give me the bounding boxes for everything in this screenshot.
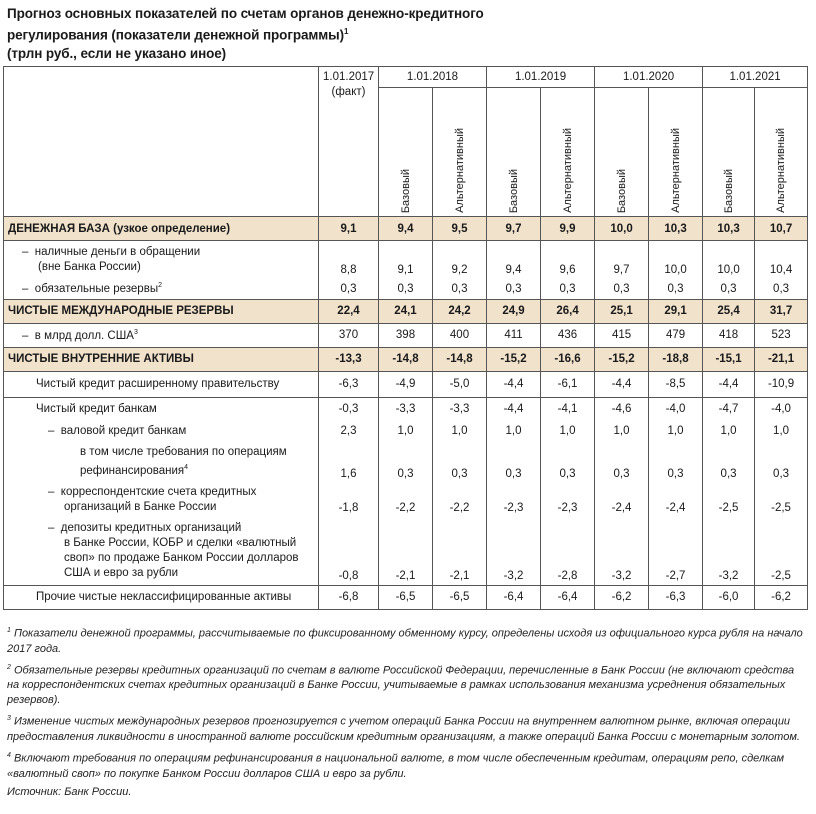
table-row: [4, 371, 808, 397]
value-cell: 1,0: [433, 421, 487, 441]
value-cell: -6,2: [755, 585, 808, 609]
value-cell: 415: [595, 323, 649, 347]
row-label: Чистый кредит банкам: [4, 397, 319, 421]
value-cell: 2,3: [319, 421, 379, 441]
value-cell: -2,5: [755, 517, 808, 585]
value-cell: -2,4: [595, 483, 649, 517]
value-cell: -4,4: [703, 371, 755, 397]
footnote-3: $^3$ Изменение чистых международных резервов прогнозируется с учетом операций Банка России на внутреннем валютном рынке, включая операции предоставления ликвидности в иностранной валюте российским кредитным организациям, а также операций Банка России с монетарным золотом.: [7, 715, 800, 743]
value-cell: 1,0: [487, 421, 541, 441]
value-cell: 8,8: [319, 241, 379, 279]
value-cell: 26,4: [541, 299, 595, 323]
value-cell: 9,6: [541, 241, 595, 279]
value-cell: 0,3: [595, 441, 649, 483]
row-label: Чистый кредит расширенному правительству: [4, 371, 319, 397]
value-cell: 398: [379, 323, 433, 347]
header-date-2020: 1.01.2020: [595, 67, 703, 88]
value-cell: -6,4: [541, 585, 595, 609]
row-label: – обязательные резервы$^2$: [22, 282, 162, 295]
value-cell: 29,1: [649, 299, 703, 323]
value-cell: 0,3: [703, 441, 755, 483]
scenario-base-2021: Базовый: [703, 88, 755, 217]
value-cell: 418: [703, 323, 755, 347]
value-cell: 24,1: [379, 299, 433, 323]
value-cell: 400: [433, 323, 487, 347]
value-cell: -0,8: [319, 517, 379, 585]
value-cell: 0,3: [379, 279, 433, 300]
footnote-ref: 1: [344, 27, 349, 36]
value-cell: -3,3: [379, 397, 433, 421]
value-cell: 9,4: [379, 217, 433, 241]
value-cell: -3,3: [433, 397, 487, 421]
row-label: – наличные деньги в обращении (вне Банка России): [4, 241, 319, 279]
row-label: ДЕНЕЖНАЯ БАЗА (узкое определение): [4, 217, 319, 241]
value-cell: -13,3: [319, 347, 379, 371]
value-cell: 411: [487, 323, 541, 347]
scenario-alt-2018: Альтернативный: [433, 88, 487, 217]
value-cell: 0,3: [755, 441, 808, 483]
scenario-alt-2020: Альтернативный: [649, 88, 703, 217]
value-cell: 370: [319, 323, 379, 347]
value-cell: 0,3: [487, 279, 541, 300]
value-cell: 25,4: [703, 299, 755, 323]
value-cell: -15,2: [487, 347, 541, 371]
value-cell: -1,8: [319, 483, 379, 517]
value-cell: 479: [649, 323, 703, 347]
value-cell: 10,3: [649, 217, 703, 241]
value-cell: -6,3: [649, 585, 703, 609]
value-cell: 1,0: [595, 421, 649, 441]
table-row: [4, 279, 808, 300]
value-cell: -2,2: [433, 483, 487, 517]
value-cell: 0,3: [487, 441, 541, 483]
value-cell: -3,2: [595, 517, 649, 585]
value-cell: -21,1: [755, 347, 808, 371]
value-cell: -6,0: [703, 585, 755, 609]
value-cell: -15,2: [595, 347, 649, 371]
value-cell: 9,4: [487, 241, 541, 279]
value-cell: 9,1: [379, 241, 433, 279]
value-cell: 0,3: [319, 279, 379, 300]
value-cell: 0,3: [379, 441, 433, 483]
footnote-4: $^4$ Включают требования по операциям рефинансирования в национальной валюте, в том числе обеспеченным кредитам, операциям репо, сделкам «валютный своп» по покупке Банком России долларов США и евро за рубли.: [7, 751, 784, 780]
scenario-alt-2021: Альтернативный: [755, 88, 808, 217]
value-cell: 0,3: [595, 279, 649, 300]
value-cell: -3,2: [703, 517, 755, 585]
table-row: [4, 323, 808, 347]
table-row: [4, 441, 808, 483]
value-cell: 0,3: [649, 279, 703, 300]
value-cell: 9,2: [433, 241, 487, 279]
value-cell: -14,8: [433, 347, 487, 371]
table-title: [7, 5, 607, 63]
value-cell: 0,3: [433, 441, 487, 483]
scenario-base-2019: Базовый: [487, 88, 541, 217]
value-cell: 0,3: [433, 279, 487, 300]
row-label: – корреспондентские счета кредитных организаций в Банке России: [48, 486, 257, 513]
value-cell: -2,5: [755, 483, 808, 517]
footnote-2: $^2$ Обязательные резервы кредитных организаций по счетам в валюте Российской Федерации, перечисленные в Банк России (не включают средства на корреспондентских счетах кредитных организаций в Банке России, учитываемые в рамках использования механизма усреднения обязательных резервов).: [7, 663, 795, 707]
value-cell: 436: [541, 323, 595, 347]
value-cell: -2,1: [379, 517, 433, 585]
row-label: – депозиты кредитных организаций в Банке России, КОБР и сделки «валютный своп» по продаже Банком России долларов США и евро за рубли: [48, 521, 299, 579]
value-cell: 1,0: [541, 421, 595, 441]
footnotes: [7, 623, 807, 803]
value-cell: 523: [755, 323, 808, 347]
value-cell: 9,9: [541, 217, 595, 241]
scenario-base-2020: Базовый: [595, 88, 649, 217]
table-row: [4, 217, 808, 241]
title-units: (трлн руб., если не указано иное): [7, 45, 227, 61]
value-cell: 9,5: [433, 217, 487, 241]
value-cell: 1,0: [755, 421, 808, 441]
value-cell: -6,5: [433, 585, 487, 609]
value-cell: 0,3: [755, 279, 808, 300]
row-label: ЧИСТЫЕ ВНУТРЕННИЕ АКТИВЫ: [4, 347, 319, 371]
row-label: – валовой кредит банкам: [48, 425, 187, 437]
value-cell: -2,7: [649, 517, 703, 585]
value-cell: -6,2: [595, 585, 649, 609]
value-cell: 1,0: [649, 421, 703, 441]
table-row: [4, 397, 808, 421]
value-cell: -14,8: [379, 347, 433, 371]
source-note: Источник: Банк России.: [7, 785, 132, 798]
value-cell: 24,2: [433, 299, 487, 323]
value-cell: 1,0: [379, 421, 433, 441]
value-cell: 0,3: [541, 279, 595, 300]
row-label: – в млрд долл. США$^3$: [4, 323, 319, 347]
header-fact-column: [319, 67, 379, 217]
value-cell: 1,6: [319, 441, 379, 483]
value-cell: -2,2: [379, 483, 433, 517]
value-cell: -16,6: [541, 347, 595, 371]
value-cell: -10,9: [755, 371, 808, 397]
value-cell: -6,1: [541, 371, 595, 397]
value-cell: -5,0: [433, 371, 487, 397]
value-cell: 0,3: [541, 441, 595, 483]
header-empty-cell: [4, 67, 319, 217]
header-date-2021: 1.01.2021: [703, 67, 808, 88]
value-cell: -4,7: [703, 397, 755, 421]
value-cell: 0,3: [703, 279, 755, 300]
value-cell: -4,0: [755, 397, 808, 421]
row-label: ЧИСТЫЕ МЕЖДУНАРОДНЫЕ РЕЗЕРВЫ: [4, 299, 319, 323]
table-row: [4, 585, 808, 609]
monetary-program-table: [3, 66, 808, 610]
value-cell: -4,4: [595, 371, 649, 397]
value-cell: 9,7: [595, 241, 649, 279]
value-cell: -4,9: [379, 371, 433, 397]
header-date-2018: 1.01.2018: [379, 67, 487, 88]
value-cell: -4,6: [595, 397, 649, 421]
value-cell: -4,0: [649, 397, 703, 421]
table-row: [4, 347, 808, 371]
value-cell: -4,4: [487, 397, 541, 421]
value-cell: 10,0: [703, 241, 755, 279]
table-row: [4, 421, 808, 441]
value-cell: -2,8: [541, 517, 595, 585]
value-cell: -2,1: [433, 517, 487, 585]
value-cell: 10,3: [703, 217, 755, 241]
value-cell: 10,0: [649, 241, 703, 279]
value-cell: -2,3: [541, 483, 595, 517]
fact-date: 1.01.2017: [323, 71, 375, 83]
value-cell: 10,4: [755, 241, 808, 279]
table-row: [4, 299, 808, 323]
scenario-alt-2019: Альтернативный: [541, 88, 595, 217]
scenario-base-2018: Базовый: [379, 88, 433, 217]
value-cell: 1,0: [703, 421, 755, 441]
value-cell: -15,1: [703, 347, 755, 371]
fact-note: (факт): [331, 86, 366, 98]
table-row: [4, 483, 808, 517]
value-cell: 24,9: [487, 299, 541, 323]
table-row: [4, 241, 808, 279]
value-cell: 10,7: [755, 217, 808, 241]
footnote-1: $^1$ Показатели денежной программы, рассчитываемые по фиксированному обменному курсу, определены исходя из официального курса рубля на начало 2017 года.: [7, 627, 803, 655]
header-row-dates: [4, 67, 808, 88]
value-cell: -8,5: [649, 371, 703, 397]
value-cell: -3,2: [487, 517, 541, 585]
value-cell: 9,1: [319, 217, 379, 241]
value-cell: -6,5: [379, 585, 433, 609]
value-cell: -6,3: [319, 371, 379, 397]
table-row: [4, 517, 808, 585]
value-cell: -0,3: [319, 397, 379, 421]
header-date-2019: 1.01.2019: [487, 67, 595, 88]
value-cell: -4,4: [487, 371, 541, 397]
title-line-1: Прогноз основных показателей по счетам органов денежно-кредитного: [7, 6, 484, 21]
value-cell: -4,1: [541, 397, 595, 421]
value-cell: 0,3: [649, 441, 703, 483]
value-cell: 9,7: [487, 217, 541, 241]
value-cell: -6,4: [487, 585, 541, 609]
value-cell: 31,7: [755, 299, 808, 323]
value-cell: -2,3: [487, 483, 541, 517]
value-cell: 25,1: [595, 299, 649, 323]
row-label: Прочие чистые неклассифицированные активы: [4, 585, 319, 609]
value-cell: 22,4: [319, 299, 379, 323]
value-cell: 10,0: [595, 217, 649, 241]
value-cell: -2,4: [649, 483, 703, 517]
row-label: в том числе требования по операциям рефинансирования$^4$: [80, 446, 287, 477]
value-cell: -18,8: [649, 347, 703, 371]
value-cell: -6,8: [319, 585, 379, 609]
title-line-2: регулирования (показатели денежной программы)$^1$: [7, 27, 349, 43]
value-cell: -2,5: [703, 483, 755, 517]
